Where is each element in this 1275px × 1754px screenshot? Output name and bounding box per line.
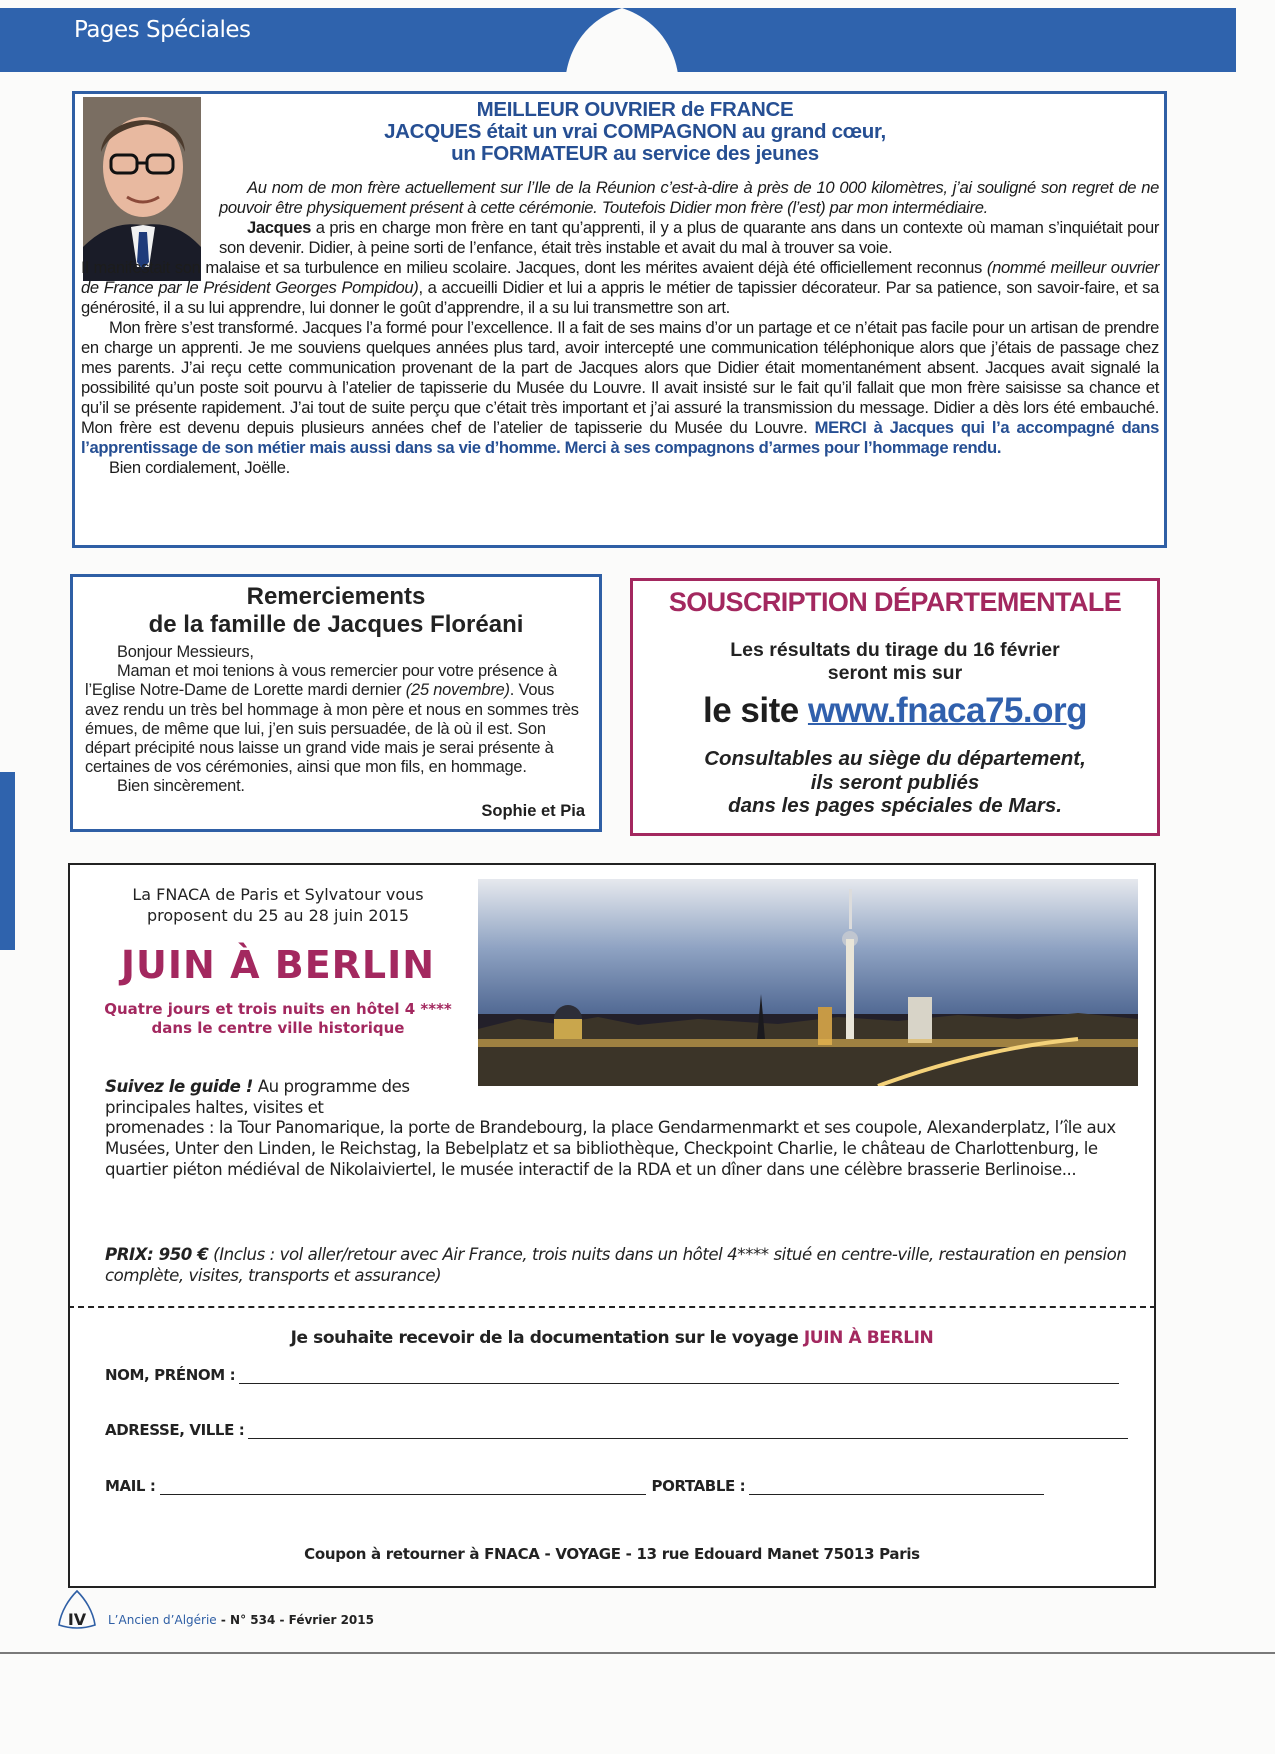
publication-footer (108, 1613, 374, 1627)
thanks-greeting: Bonjour Messieurs, (117, 643, 254, 661)
left-edge-tab (0, 772, 15, 950)
contact-field-row (105, 1477, 1044, 1495)
request-coupon (68, 1306, 1156, 1588)
coupon-return-address: Coupon à retourner à FNACA - VOYAGE - 13 rue Edouard Manet 75013 Paris (304, 1545, 920, 1563)
thanks-text: Maman et moi tenions à vous remercier pour votre présence à l’Eglise Notre-Dame de Lorette mardi dernier (85, 662, 558, 700)
address-field-row (105, 1421, 1128, 1439)
thanks-title (73, 583, 599, 639)
address-input-line[interactable] (248, 1422, 1128, 1439)
trip-program (80, 1077, 1140, 1181)
section-title: Pages Spéciales (74, 17, 251, 43)
tribute-paragraph (81, 318, 1159, 458)
trip-intro-line: proposent du 25 au 28 juin 2015 (146, 905, 410, 925)
thanks-body (85, 643, 585, 797)
subscription-results-text (633, 639, 1157, 685)
name-field-row (105, 1366, 1119, 1384)
footer-rule (0, 1652, 1275, 1654)
tribute-text: a pris en charge mon frère en tant qu’apprenti, il y a plus de quarante ans dans un contexte où maman s’inquiétait pour son devenir. Didier, à peine sorti de l’enfance, était très instable et avait du mal à trouver sa voie. (219, 218, 1159, 257)
publication-name: L’Ancien d’Algérie (108, 1613, 217, 1627)
berlin-skyline-photo (478, 879, 1138, 1086)
trip-heading: JUIN À BERLIN (120, 943, 436, 987)
tribute-text: Mon frère s’est transformé. Jacques l’a formé pour l’excellence. Il a fait de ses mains d’or un partage et ce n’était pas facile pour un artisan de prendre en charge un apprenti. Je me souviens quelques années plus tard, avoir intercepté une communication téléphonique alors que j’étais de passage chez mes parents. J’ai reçu cette communication provenant de la part de Jacques alors que Didier était momentanément absent. Jacques avait signalé la possibilité qu’un poste soit pourvu à l’atelier de tapisserie du Musée du Louvre. Il avait insisté sur le fait qu’il fallait que mon frère saisisse sa chance et qu’il se présente rapidement. J’ai tout de suite perçu que c’était très important et j’ai assuré la transmission du message. Didier a dès lors été embauché. Mon frère est devenu depuis plusieurs années chef de l’atelier de tapisserie du Musée du Louvre. (81, 318, 1159, 437)
tribute-paragraph (81, 218, 1159, 258)
trip-intro (78, 885, 478, 926)
coupon-title-highlight: JUIN À BERLIN (803, 1328, 934, 1348)
address-label: ADRESSE, VILLE : (105, 1421, 245, 1439)
trip-subheading-line: dans le centre ville historique (151, 1018, 405, 1037)
trip-program-lead (80, 1077, 435, 1118)
price-label: PRIX: 950 € (105, 1245, 209, 1264)
tribute-article (72, 91, 1167, 548)
subscription-title: SOUSCRIPTION DÉPARTEMENTALE (668, 587, 1122, 617)
site-prefix: le site (702, 691, 808, 730)
name-label: NOM, PRÉNOM : (105, 1366, 236, 1384)
phone-label: PORTABLE : (651, 1477, 746, 1495)
thanks-text: . Vous avez rendu un très bel hommage à mon père et nous en sommes très émues, de même que lui, j’en suis persuadée, de là où il est. Son départ précipité nous laisse un grand vide mais je serai présente à certaines de vos cérémonies, ainsi que mon fils, en hommage. (85, 681, 579, 777)
subscription-footnote-line: dans les pages spéciales de Mars. (728, 794, 1062, 817)
trip-subheading (78, 1000, 478, 1037)
tribute-thanks-text: MERCI à Jacques qui l’a accompagné dans l’apprentissage de son métier mais aussi dans sa vie d’homme. Merci à ses compagnons d’armes pour l’hommage rendu. (81, 418, 1159, 457)
program-text: Au programme des principales haltes, visites et (105, 1077, 410, 1117)
thanks-closing: Bien sincèrement. (117, 777, 245, 796)
berlin-trip-advert (68, 863, 1156, 1588)
tribute-title-line: JACQUES était un vrai COMPAGNON au grand cœur, (384, 120, 886, 143)
trip-program-details: promenades : la Tour Panomarique, la porte de Brandebourg, la place Gendarmenmarkt et ses coupole, Alexanderplatz, l’île aux Musées, Unter den Linden, le Reichstag, la Bebelplatz et sa bibliothèque, Checkpoint Charlie, le château de Charlottenburg, le quartier piéton médiéval de Nikolaiviertel, le musée interactif de la RDA et un dîner dans une célèbre brasserie Berlinoise... (105, 1118, 1116, 1179)
coupon-title (69, 1328, 1155, 1348)
tribute-body (81, 178, 1159, 478)
thanks-title-line: Remerciements (246, 583, 426, 610)
tribute-italic-text: (nommé meilleur ouvrier de France par le Président Georges Pompidou) (81, 258, 1160, 297)
family-thanks-box (70, 574, 602, 832)
tribute-intro: Au nom de mon frère actuellement sur l’Ile de la Réunion c’est-à-dire à près de 10 000 kilomètres, j’ai souligné son regret de ne pouvoir être physiquement présent à cette cérémonie. Toutefois Didier mon frère (l’est) par mon intermédiaire. (219, 178, 1159, 217)
thanks-title-line: de la famille de Jacques Floréani (148, 611, 524, 638)
price-details: (Inclus : vol aller/retour avec Air France, trois nuits dans un hôtel 4**** situé en centre-ville, restauration en pension complète, visites, transports et assurance) (105, 1245, 1127, 1285)
trip-intro-line: La FNACA de Paris et Sylvatour vous (132, 885, 424, 904)
subscription-footnote (633, 747, 1157, 818)
tribute-title-line: MEILLEUR OUVRIER de FRANCE (476, 98, 794, 121)
tribute-paragraph (81, 258, 1159, 318)
subscription-line: seront mis sur (827, 662, 963, 684)
thanks-signature: Sophie et Pia (481, 802, 585, 820)
tribute-title (215, 99, 1055, 165)
program-lead-text: Suivez le guide ! (105, 1077, 253, 1096)
name-input-line[interactable] (239, 1367, 1119, 1384)
subscription-footnote-line: Consultables au siège du département, (704, 747, 1086, 770)
subscription-footnote-line: ils seront publiés (810, 770, 980, 794)
mail-label: MAIL : (105, 1477, 156, 1495)
tribute-name: Jacques (247, 218, 311, 237)
subscription-site (633, 691, 1157, 731)
tribute-title-line: un FORMATEUR au service des jeunes (451, 142, 819, 165)
page-number: IV (67, 1610, 87, 1629)
tribute-text: Il manifestait son malaise et sa turbulence en milieu scolaire. Jacques, dont les mérites avaient déjà été officiellement reconnus (81, 258, 987, 277)
tribute-text: , a accueilli Didier et lui a appris le métier de tapissier décorateur. Par sa patience, son savoir-faire, et sa générosité, il a su lui apprendre, lui donner le goût d’apprendre, il a su lui transmettre son art. (81, 278, 1159, 317)
fnaca75-website-link[interactable]: www.fnaca75.org (807, 691, 1087, 730)
thanks-date: (25 novembre) (405, 681, 510, 700)
thanks-paragraph (85, 662, 585, 777)
coupon-title-text: Je souhaite recevoir de la documentation sur le voyage (290, 1328, 804, 1348)
mail-input-line[interactable] (160, 1478, 646, 1495)
header-arch-decoration (566, 8, 678, 74)
berlin-skyline-illustration (478, 879, 1138, 1086)
issue-info: - N° 534 - Février 2015 (216, 1613, 374, 1627)
trip-price (105, 1245, 1135, 1286)
subscription-line: Les résultats du tirage du 16 février (730, 639, 1060, 661)
tribute-closing: Bien cordialement, Joëlle. (109, 458, 290, 477)
subscription-box (630, 578, 1160, 836)
phone-input-line[interactable] (749, 1478, 1044, 1495)
trip-subheading-line: Quatre jours et trois nuits en hôtel 4 **** (104, 1000, 452, 1018)
